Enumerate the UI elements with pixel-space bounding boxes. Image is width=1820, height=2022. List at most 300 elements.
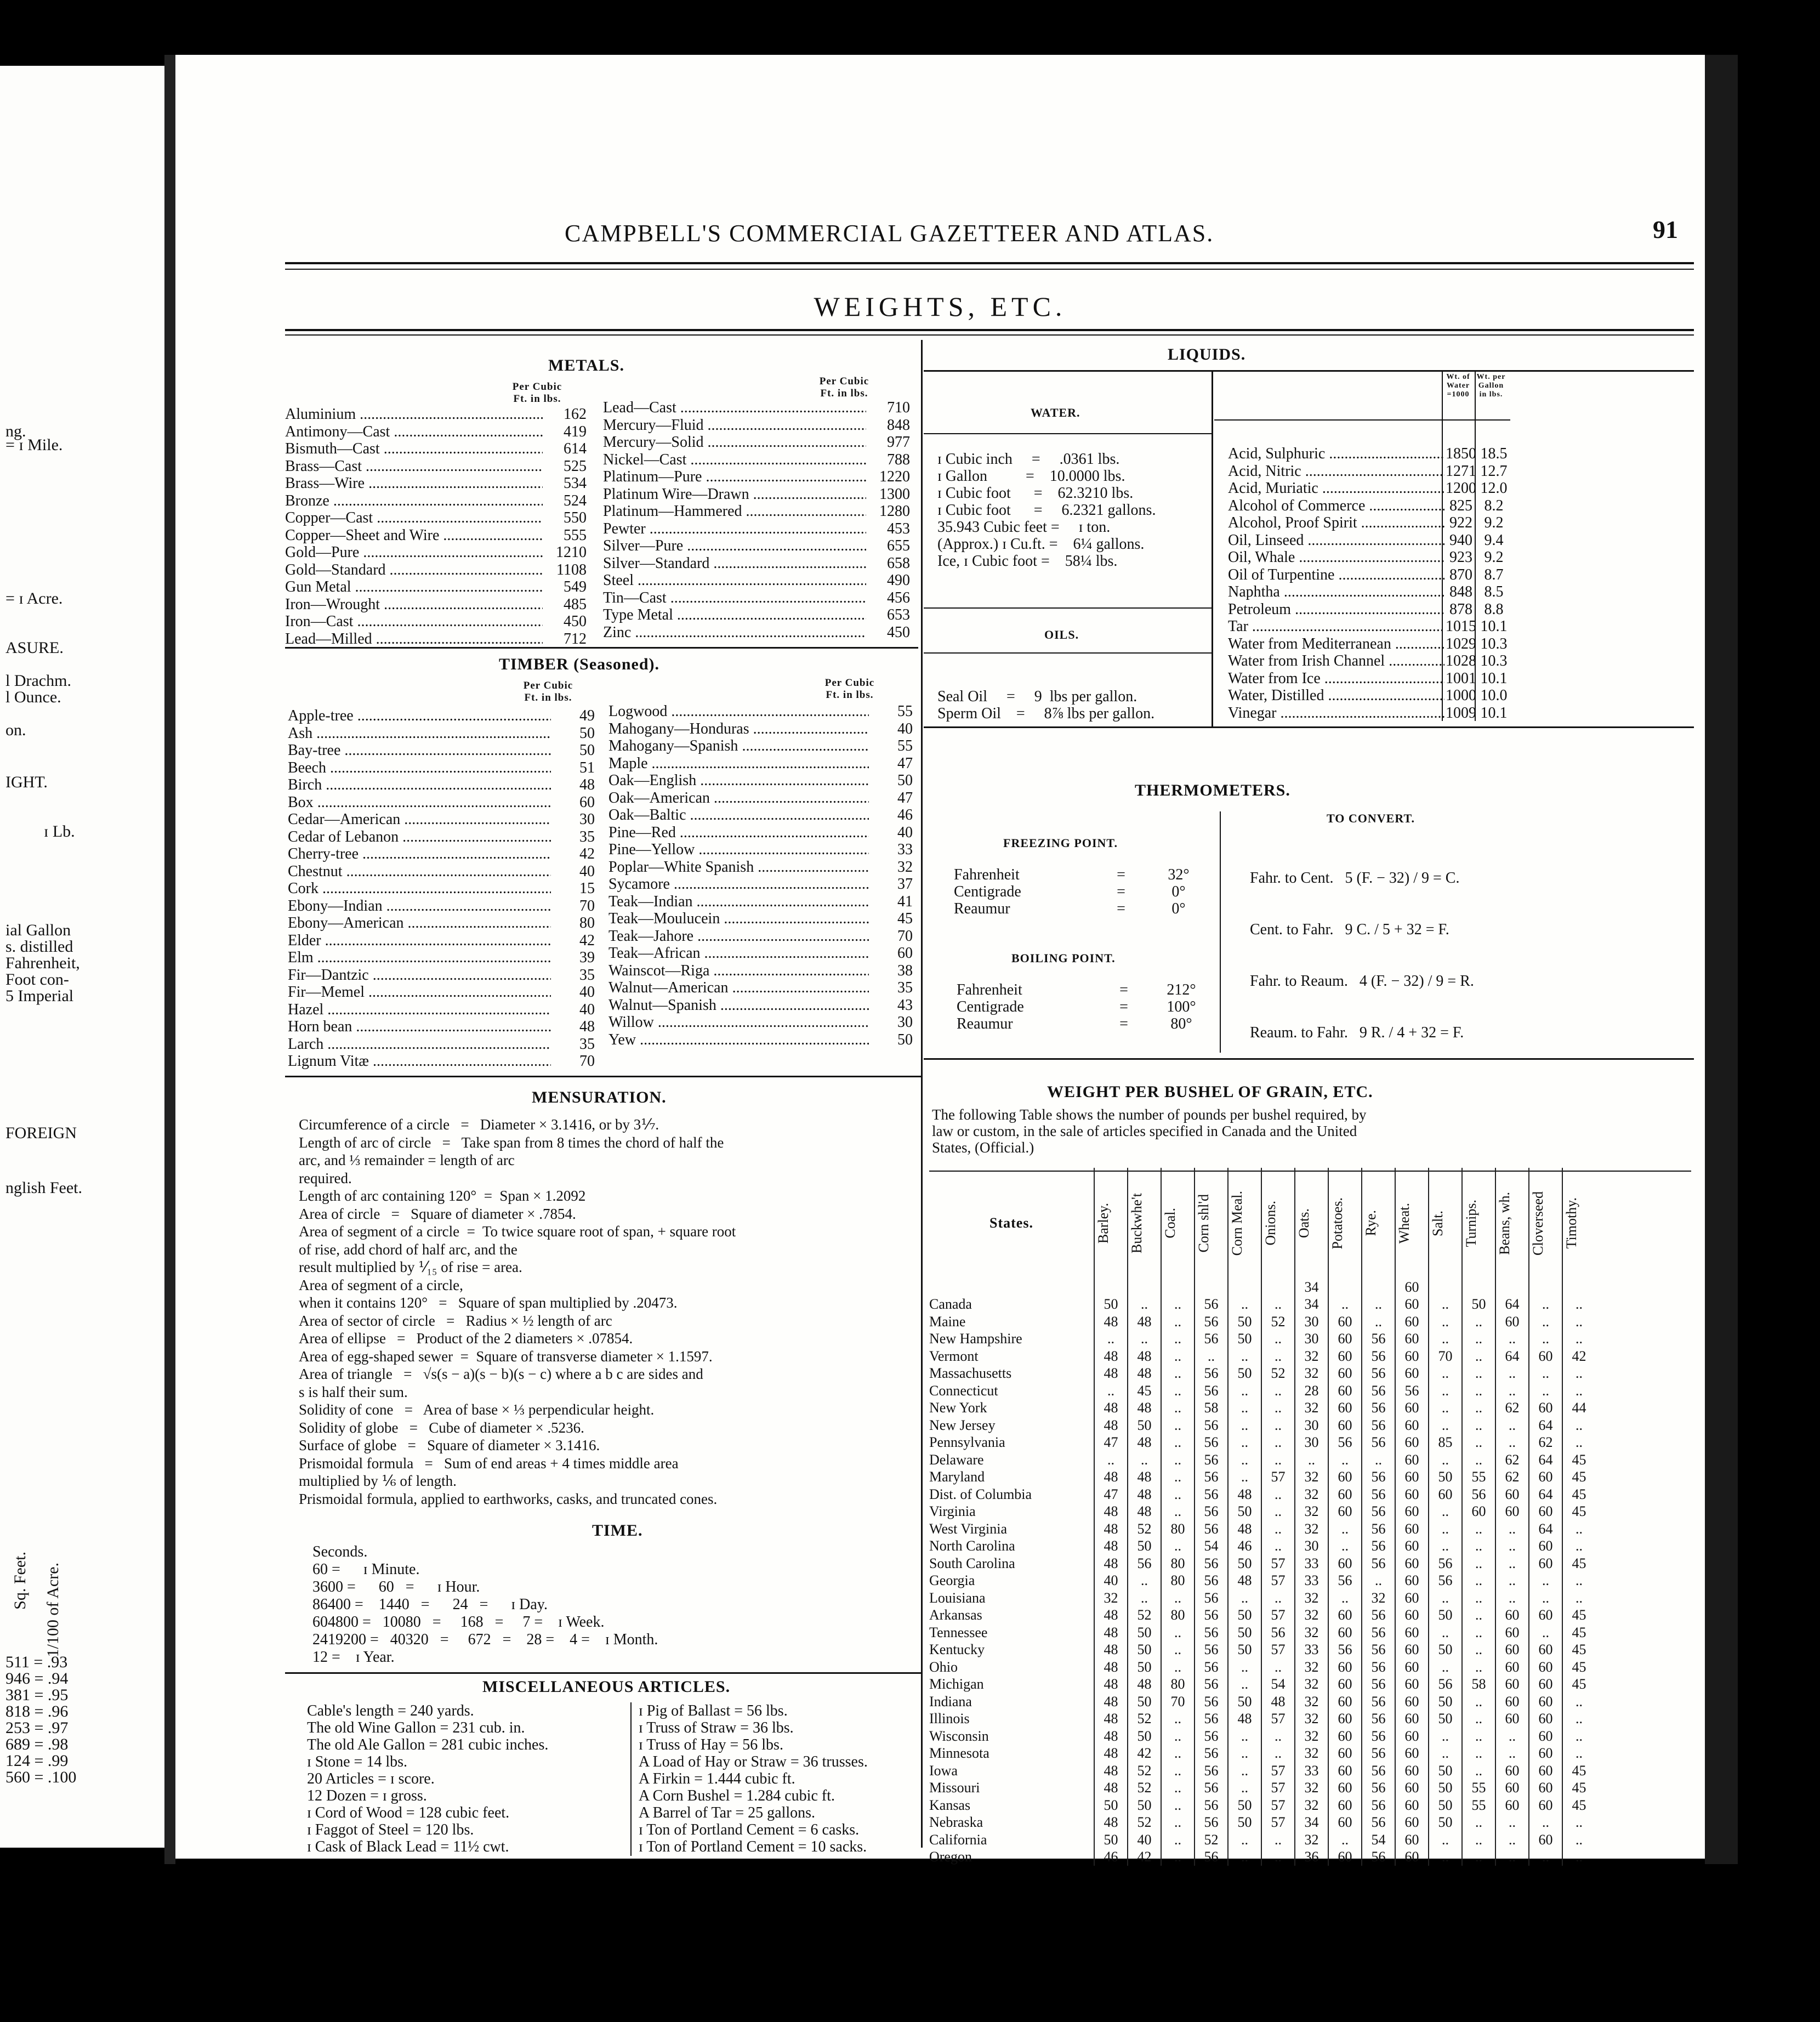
grain-value: .. xyxy=(1562,1849,1595,1866)
metal-name: Aluminium ..... xyxy=(285,406,543,423)
timber-name: Ebony—Indian ..... xyxy=(288,898,551,915)
grain-value: .. xyxy=(1295,1451,1328,1469)
grain-value: 48 xyxy=(1128,1400,1161,1417)
timber-name: Chestnut ..... xyxy=(288,863,551,881)
boiling-list xyxy=(957,981,1209,1032)
grain-value: 54 xyxy=(1362,1831,1395,1849)
metal-row xyxy=(285,440,587,458)
time-line: 2419200 = 40320 = 672 = 28 = 4 = ɪ Month. xyxy=(312,1631,658,1648)
timber-value: 60 xyxy=(579,793,595,811)
convert-formula: Reaum. to Fahr. 9 R. / 4 + 32 = F. xyxy=(1250,1024,1464,1041)
grain-column-label: Salt. xyxy=(1430,1210,1446,1236)
grain-value: 48 xyxy=(1094,1469,1128,1486)
grain-value: 52 xyxy=(1128,1762,1161,1780)
grain-value: .. xyxy=(1495,1728,1529,1745)
grain-value: .. xyxy=(1429,1400,1462,1417)
grain-value: 80 xyxy=(1161,1607,1195,1625)
grain-value: 60 xyxy=(1395,1279,1429,1296)
grain-value: 56 xyxy=(1362,1745,1395,1763)
grain-value: 56 xyxy=(1395,1382,1429,1400)
left-page-line: ASURE. xyxy=(5,639,64,657)
timber-value: 35 xyxy=(579,966,595,984)
grain-value: 50 xyxy=(1462,1296,1495,1314)
grain-value: .. xyxy=(1462,1572,1495,1590)
grain-value: 50 xyxy=(1128,1728,1161,1745)
grain-value: 56 xyxy=(1195,1780,1228,1797)
liquid-gallon-weight: 9.4 xyxy=(1484,531,1504,549)
metal-row xyxy=(285,561,587,579)
metal-value: 788 xyxy=(887,451,910,468)
timber-row xyxy=(608,703,913,720)
grain-value: 48 xyxy=(1094,1659,1128,1676)
left-page-line: 381 = .95 xyxy=(5,1686,69,1704)
liquid-gallon-weight: 8.2 xyxy=(1484,497,1504,514)
liquid-gallon-weight: 10.1 xyxy=(1480,618,1508,635)
metals-list-right xyxy=(603,399,910,641)
grain-value: .. xyxy=(1261,1451,1295,1469)
metal-value: 525 xyxy=(564,457,587,475)
grain-value: .. xyxy=(1462,1589,1495,1607)
grain-value: 60 xyxy=(1328,1814,1362,1832)
grain-value: 47 xyxy=(1094,1486,1128,1503)
metal-name: Iron—Wrought ..... xyxy=(285,596,543,614)
state-name: Maine xyxy=(929,1313,966,1330)
grain-value: .. xyxy=(1261,1538,1295,1555)
grain-value: 56 xyxy=(1362,1642,1395,1659)
state-name: Canada xyxy=(929,1296,972,1313)
grain-value: 56 xyxy=(1362,1417,1395,1434)
left-page-line: = ɪ Mile. xyxy=(5,436,63,454)
grain-value: .. xyxy=(1161,1348,1195,1365)
grain-value: .. xyxy=(1161,1400,1195,1417)
boiling-title: BOILING POINT. xyxy=(1011,951,1116,965)
mensuration-line: required. xyxy=(299,1169,352,1186)
misc-item: A Corn Bushel = 1.284 cubic ft. xyxy=(639,1787,835,1804)
grain-column-header xyxy=(1128,1168,1161,1279)
grain-value: .. xyxy=(1562,1434,1595,1452)
state-name: Wisconsin xyxy=(929,1728,989,1744)
grain-value: .. xyxy=(1228,1451,1261,1469)
grain-value xyxy=(1562,1279,1595,1296)
thermo-row xyxy=(957,998,1209,1015)
timber-title: TIMBER (Seasoned). xyxy=(499,655,660,673)
metal-name: Type Metal ..... xyxy=(603,606,866,624)
grain-value: 50 xyxy=(1429,1469,1462,1486)
grain-value: .. xyxy=(1228,1659,1261,1676)
timber-name: Cedar of Lebanon ..... xyxy=(288,828,551,846)
grain-column-label: Barley. xyxy=(1095,1202,1111,1244)
timber-row xyxy=(288,915,595,932)
grain-value: 48 xyxy=(1128,1486,1161,1503)
grain-value: 56 xyxy=(1261,1624,1295,1642)
grain-row xyxy=(929,1693,1595,1711)
grain-intro-line: The following Table shows the number of pounds per bushel required, by xyxy=(932,1106,1367,1123)
grain-value: 80 xyxy=(1161,1555,1195,1572)
state-name: Dist. of Columbia xyxy=(929,1486,1032,1502)
grain-value: 52 xyxy=(1261,1313,1295,1331)
liquid-water-weight: 922 xyxy=(1449,514,1472,531)
grain-value: 56 xyxy=(1195,1434,1228,1452)
timber-value: 48 xyxy=(579,1018,595,1035)
grain-value: 60 xyxy=(1328,1348,1362,1365)
grain-value: .. xyxy=(1128,1451,1161,1469)
grain-row xyxy=(929,1745,1595,1763)
grain-column-label: Turnips. xyxy=(1463,1199,1479,1247)
grain-value: .. xyxy=(1328,1589,1362,1607)
grain-value: .. xyxy=(1562,1417,1595,1434)
liquid-water-weight: 1009 xyxy=(1446,704,1476,722)
timber-value: 70 xyxy=(579,1053,595,1070)
state-name: Arkansas xyxy=(929,1607,982,1623)
timber-row xyxy=(288,932,595,950)
liquid-name: Alcohol of Commerce ..... xyxy=(1228,497,1444,515)
grain-row xyxy=(929,1659,1595,1676)
grain-column-label: Cloverseed xyxy=(1530,1191,1546,1256)
grain-value xyxy=(1128,1279,1161,1296)
grain-value: 60 xyxy=(1395,1555,1429,1572)
metal-value: 1300 xyxy=(879,485,910,503)
timber-value: 30 xyxy=(897,1014,913,1031)
mensuration-line: Area of egg-shaped sewer = Square of transverse diameter × 1.1597. xyxy=(299,1348,713,1365)
mensuration-title: MENSURATION. xyxy=(532,1088,667,1106)
grain-value: .. xyxy=(1161,1538,1195,1555)
grain-value: 60 xyxy=(1529,1607,1562,1625)
liquid-row xyxy=(1228,445,1510,463)
timber-name: Bay-tree ..... xyxy=(288,742,551,759)
liquid-name: Water from Ice ..... xyxy=(1228,670,1444,688)
grain-value: .. xyxy=(1462,1451,1495,1469)
grain-value: 32 xyxy=(1295,1711,1328,1728)
liquid-water-weight: 940 xyxy=(1449,531,1472,549)
grain-value: 32 xyxy=(1295,1745,1328,1763)
grain-value: .. xyxy=(1562,1693,1595,1711)
metal-value: 1210 xyxy=(556,544,587,561)
grain-value: .. xyxy=(1161,1624,1195,1642)
metal-name: Brass—Wire ..... xyxy=(285,475,543,492)
timber-name: Logwood ..... xyxy=(608,703,869,720)
mensuration-line: Surface of globe = Square of diameter × 3.1416. xyxy=(299,1437,600,1453)
grain-value: .. xyxy=(1529,1331,1562,1348)
liquid-row xyxy=(1228,583,1510,601)
grain-value: 60 xyxy=(1395,1417,1429,1434)
grain-value: 60 xyxy=(1328,1486,1362,1503)
grain-value: .. xyxy=(1495,1520,1529,1538)
metal-name: Iron—Cast ..... xyxy=(285,613,543,631)
metal-row xyxy=(603,537,910,555)
metal-name: Gold—Pure ..... xyxy=(285,544,543,561)
grain-value: 57 xyxy=(1261,1780,1295,1797)
grain-value: .. xyxy=(1094,1382,1128,1400)
grain-intro-line: States, (Official.) xyxy=(932,1139,1034,1156)
oil-line: Sperm Oil = 8⅞ lbs per gallon. xyxy=(937,705,1155,722)
grain-value: 60 xyxy=(1495,1624,1529,1642)
timber-value: 80 xyxy=(579,915,595,932)
grain-value: 48 xyxy=(1128,1469,1161,1486)
grain-value: 48 xyxy=(1094,1503,1128,1521)
equals: = xyxy=(1117,900,1125,917)
state-name: Missouri xyxy=(929,1780,980,1796)
liquids-bottom-rule xyxy=(924,726,1694,728)
timber-name: Elm ..... xyxy=(288,949,551,967)
misc-item: 20 Articles = ɪ score. xyxy=(307,1770,435,1787)
grain-value: 48 xyxy=(1228,1520,1261,1538)
grain-value: 48 xyxy=(1094,1417,1128,1434)
mensuration-line: Area of sector of circle = Radius × ½ length of arc xyxy=(299,1312,612,1329)
grain-value: 47 xyxy=(1094,1434,1128,1452)
liquid-water-weight: 1271 xyxy=(1446,462,1476,480)
grain-value: 56 xyxy=(1362,1503,1395,1521)
grain-value: .. xyxy=(1161,1589,1195,1607)
grain-intro-line: law or custom, in the sale of articles specified in Canada and the United xyxy=(932,1123,1357,1139)
grain-row xyxy=(929,1417,1595,1434)
grain-value: 50 xyxy=(1228,1313,1261,1331)
grain-value: 52 xyxy=(1128,1814,1161,1832)
grain-row xyxy=(929,1624,1595,1642)
grain-value: 56 xyxy=(1362,1365,1395,1383)
grain-value: 44 xyxy=(1562,1400,1595,1417)
timber-value: 55 xyxy=(897,703,913,720)
liquid-row xyxy=(1228,687,1510,705)
grain-value: .. xyxy=(1161,1417,1195,1434)
metal-row xyxy=(603,606,910,624)
metal-row xyxy=(603,468,910,486)
metal-value: 977 xyxy=(887,434,910,451)
grain-value: 60 xyxy=(1395,1589,1429,1607)
grain-column-header xyxy=(1094,1168,1128,1279)
metal-name: Steel ..... xyxy=(603,572,866,589)
metal-value: 550 xyxy=(564,509,587,526)
liquid-name: Water from Irish Channel ..... xyxy=(1228,652,1444,670)
grain-value: 60 xyxy=(1395,1849,1429,1866)
mensuration-line: arc, and ⅓ remainder = length of arc xyxy=(299,1152,515,1168)
state-name: New Hampshire xyxy=(929,1331,1022,1347)
grain-value: 60 xyxy=(1495,1676,1529,1694)
timber-name: Fir—Memel ..... xyxy=(288,984,551,1001)
metal-name: Gun Metal ..... xyxy=(285,578,543,596)
grain-value: 60 xyxy=(1328,1780,1362,1797)
timber-row xyxy=(288,863,595,881)
metal-name: Pewter ..... xyxy=(603,520,866,538)
metal-value: 614 xyxy=(564,440,587,457)
grain-value: 56 xyxy=(1362,1469,1395,1486)
grain-value: 56 xyxy=(1195,1624,1228,1642)
grain-value: 57 xyxy=(1261,1814,1295,1832)
timber-row xyxy=(288,1036,595,1053)
grain-row xyxy=(929,1762,1595,1780)
grain-column-header xyxy=(1362,1168,1395,1279)
liquid-gallon-weight: 8.8 xyxy=(1484,600,1504,618)
timber-name: Horn bean ..... xyxy=(288,1018,551,1036)
timber-name: Hazel ..... xyxy=(288,1001,551,1019)
grain-row xyxy=(929,1348,1595,1365)
grain-value: .. xyxy=(1462,1331,1495,1348)
state-name: Louisiana xyxy=(929,1589,986,1606)
grain-value: 60 xyxy=(1395,1313,1429,1331)
grain-value: .. xyxy=(1429,1659,1462,1676)
grain-value: 60 xyxy=(1328,1503,1362,1521)
grain-value: .. xyxy=(1128,1296,1161,1314)
timber-name: Willow ..... xyxy=(608,1014,869,1031)
grain-value: 56 xyxy=(1362,1676,1395,1694)
grain-value: .. xyxy=(1261,1434,1295,1452)
time-line: 12 = ɪ Year. xyxy=(312,1649,395,1666)
water-line: Ice, ɪ Cubic foot = 58¼ lbs. xyxy=(937,553,1118,570)
grain-value: .. xyxy=(1429,1417,1462,1434)
liquid-water-weight: 878 xyxy=(1449,600,1472,618)
grain-value: 58 xyxy=(1462,1676,1495,1694)
grain-row xyxy=(929,1538,1595,1555)
metal-value: 658 xyxy=(887,554,910,572)
grain-value: .. xyxy=(1562,1831,1595,1849)
grain-column-label: Rye. xyxy=(1363,1210,1379,1236)
misc-item: A Firkin = 1.444 cubic ft. xyxy=(639,1770,795,1787)
misc-item: ɪ Cord of Wood = 128 cubic feet. xyxy=(307,1804,510,1821)
grain-value: .. xyxy=(1261,1745,1295,1763)
grain-value: .. xyxy=(1429,1331,1462,1348)
liquid-row xyxy=(1228,514,1510,532)
timber-row xyxy=(608,806,913,824)
state-name: New Jersey xyxy=(929,1417,996,1433)
grain-value: 56 xyxy=(1362,1814,1395,1832)
grain-value: 36 xyxy=(1295,1849,1328,1866)
grain-value: 56 xyxy=(1195,1659,1228,1676)
grain-value: 46 xyxy=(1094,1849,1128,1866)
grain-value: 60 xyxy=(1328,1607,1362,1625)
left-page-line: ng. xyxy=(5,422,26,440)
grain-value: 32 xyxy=(1295,1797,1328,1814)
grain-value: 32 xyxy=(1295,1659,1328,1676)
misc-item: The old Ale Gallon = 281 cubic inches. xyxy=(307,1736,549,1753)
state-name: Indiana xyxy=(929,1693,972,1709)
metal-value: 1220 xyxy=(879,468,910,485)
grain-value: 60 xyxy=(1395,1296,1429,1314)
metal-row xyxy=(603,520,910,538)
grain-value: 60 xyxy=(1395,1434,1429,1452)
misc-list-right xyxy=(639,1702,924,1855)
liquid-row xyxy=(1228,532,1510,549)
grain-value: .. xyxy=(1195,1348,1228,1365)
timber-value: 49 xyxy=(579,707,595,724)
grain-value: 60 xyxy=(1529,1555,1562,1572)
grain-value: 56 xyxy=(1195,1728,1228,1745)
grain-value: 60 xyxy=(1395,1400,1429,1417)
metal-value: 453 xyxy=(887,520,910,537)
grain-value: 60 xyxy=(1495,1642,1529,1659)
metal-value: 485 xyxy=(564,595,587,613)
grain-column-header xyxy=(1562,1168,1595,1279)
grain-value: 80 xyxy=(1161,1572,1195,1590)
metal-row xyxy=(285,631,587,648)
grain-value: .. xyxy=(1161,1711,1195,1728)
grain-value: .. xyxy=(1161,1780,1195,1797)
grain-value: 56 xyxy=(1195,1555,1228,1572)
grain-value: 60 xyxy=(1395,1642,1429,1659)
grain-value: 85 xyxy=(1429,1434,1462,1452)
grain-value: 55 xyxy=(1462,1797,1495,1814)
grain-value: 60 xyxy=(1529,1780,1562,1797)
liquid-row xyxy=(1228,463,1510,480)
time-lines xyxy=(312,1543,915,1666)
grain-value xyxy=(1362,1279,1395,1296)
grain-value: 57 xyxy=(1261,1572,1295,1590)
grain-value: 56 xyxy=(1362,1624,1395,1642)
grain-value: 32 xyxy=(1295,1676,1328,1694)
grain-value: 50 xyxy=(1094,1296,1128,1314)
grain-value: 62 xyxy=(1495,1451,1529,1469)
state-name: Virginia xyxy=(929,1503,976,1520)
timber-row xyxy=(288,949,595,967)
grain-value: .. xyxy=(1161,1486,1195,1503)
state-name: Michigan xyxy=(929,1676,984,1692)
mensuration-line: Solidity of cone = Area of base × ⅓ perpendicular height. xyxy=(299,1401,655,1418)
degree-value: 212° xyxy=(1167,981,1196,998)
left-page-line: l Ounce. xyxy=(5,688,61,706)
grain-value: 80 xyxy=(1161,1676,1195,1694)
left-page-line: 511 = .93 xyxy=(5,1653,68,1671)
grain-value: 32 xyxy=(1295,1831,1328,1849)
grain-value: .. xyxy=(1495,1365,1529,1383)
misc-item: ɪ Stone = 14 lbs. xyxy=(307,1753,408,1770)
grain-value: 46 xyxy=(1228,1538,1261,1555)
grain-value: 56 xyxy=(1195,1676,1228,1694)
grain-value: 48 xyxy=(1094,1348,1128,1365)
grain-value: 56 xyxy=(1195,1296,1228,1314)
grain-value: 30 xyxy=(1295,1434,1328,1452)
grain-value: 48 xyxy=(1094,1313,1128,1331)
grain-value: .. xyxy=(1362,1296,1395,1314)
grain-row xyxy=(929,1728,1595,1745)
grain-row xyxy=(929,1797,1595,1814)
grain-column-label: Onions. xyxy=(1262,1201,1278,1246)
timber-name: Pine—Red ..... xyxy=(608,824,869,842)
timber-name: Ebony—American ..... xyxy=(288,915,551,932)
time-line: 86400 = 1440 = 24 = ɪ Day. xyxy=(312,1596,548,1613)
grain-value: 50 xyxy=(1228,1642,1261,1659)
liquid-water-weight: 923 xyxy=(1449,549,1472,566)
grain-value xyxy=(1328,1279,1362,1296)
metal-row xyxy=(285,423,587,441)
metal-name: Mercury—Fluid ..... xyxy=(603,417,866,434)
grain-value: .. xyxy=(1562,1538,1595,1555)
thermo-row xyxy=(954,866,1206,883)
grain-value: .. xyxy=(1562,1365,1595,1383)
grain-value: .. xyxy=(1462,1659,1495,1676)
grain-value: 50 xyxy=(1228,1607,1261,1625)
grain-value: .. xyxy=(1228,1348,1261,1365)
grain-value: 42 xyxy=(1128,1745,1161,1763)
timber-row xyxy=(608,1014,913,1031)
grain-value: 60 xyxy=(1529,1797,1562,1814)
page xyxy=(175,55,1705,1865)
grain-value: 48 xyxy=(1228,1572,1261,1590)
misc-item: ɪ Cask of Black Lead = 11½ cwt. xyxy=(307,1838,509,1855)
metal-name: Platinum—Hammered ..... xyxy=(603,503,866,520)
grain-value: .. xyxy=(1529,1589,1562,1607)
grain-row xyxy=(929,1642,1595,1659)
timber-value: 60 xyxy=(897,945,913,962)
state-name: Ohio xyxy=(929,1659,958,1675)
oils-rule xyxy=(924,652,1212,654)
timber-name: Birch ..... xyxy=(288,776,551,794)
timber-row xyxy=(608,737,913,755)
grain-value: 62 xyxy=(1495,1400,1529,1417)
grain-value: 50 xyxy=(1128,1624,1161,1642)
grain-value: 60 xyxy=(1328,1659,1362,1676)
timber-row xyxy=(608,824,913,842)
grain-value: 56 xyxy=(1195,1365,1228,1383)
metal-name: Copper—Cast ..... xyxy=(285,509,543,527)
state-name: Kentucky xyxy=(929,1642,985,1658)
